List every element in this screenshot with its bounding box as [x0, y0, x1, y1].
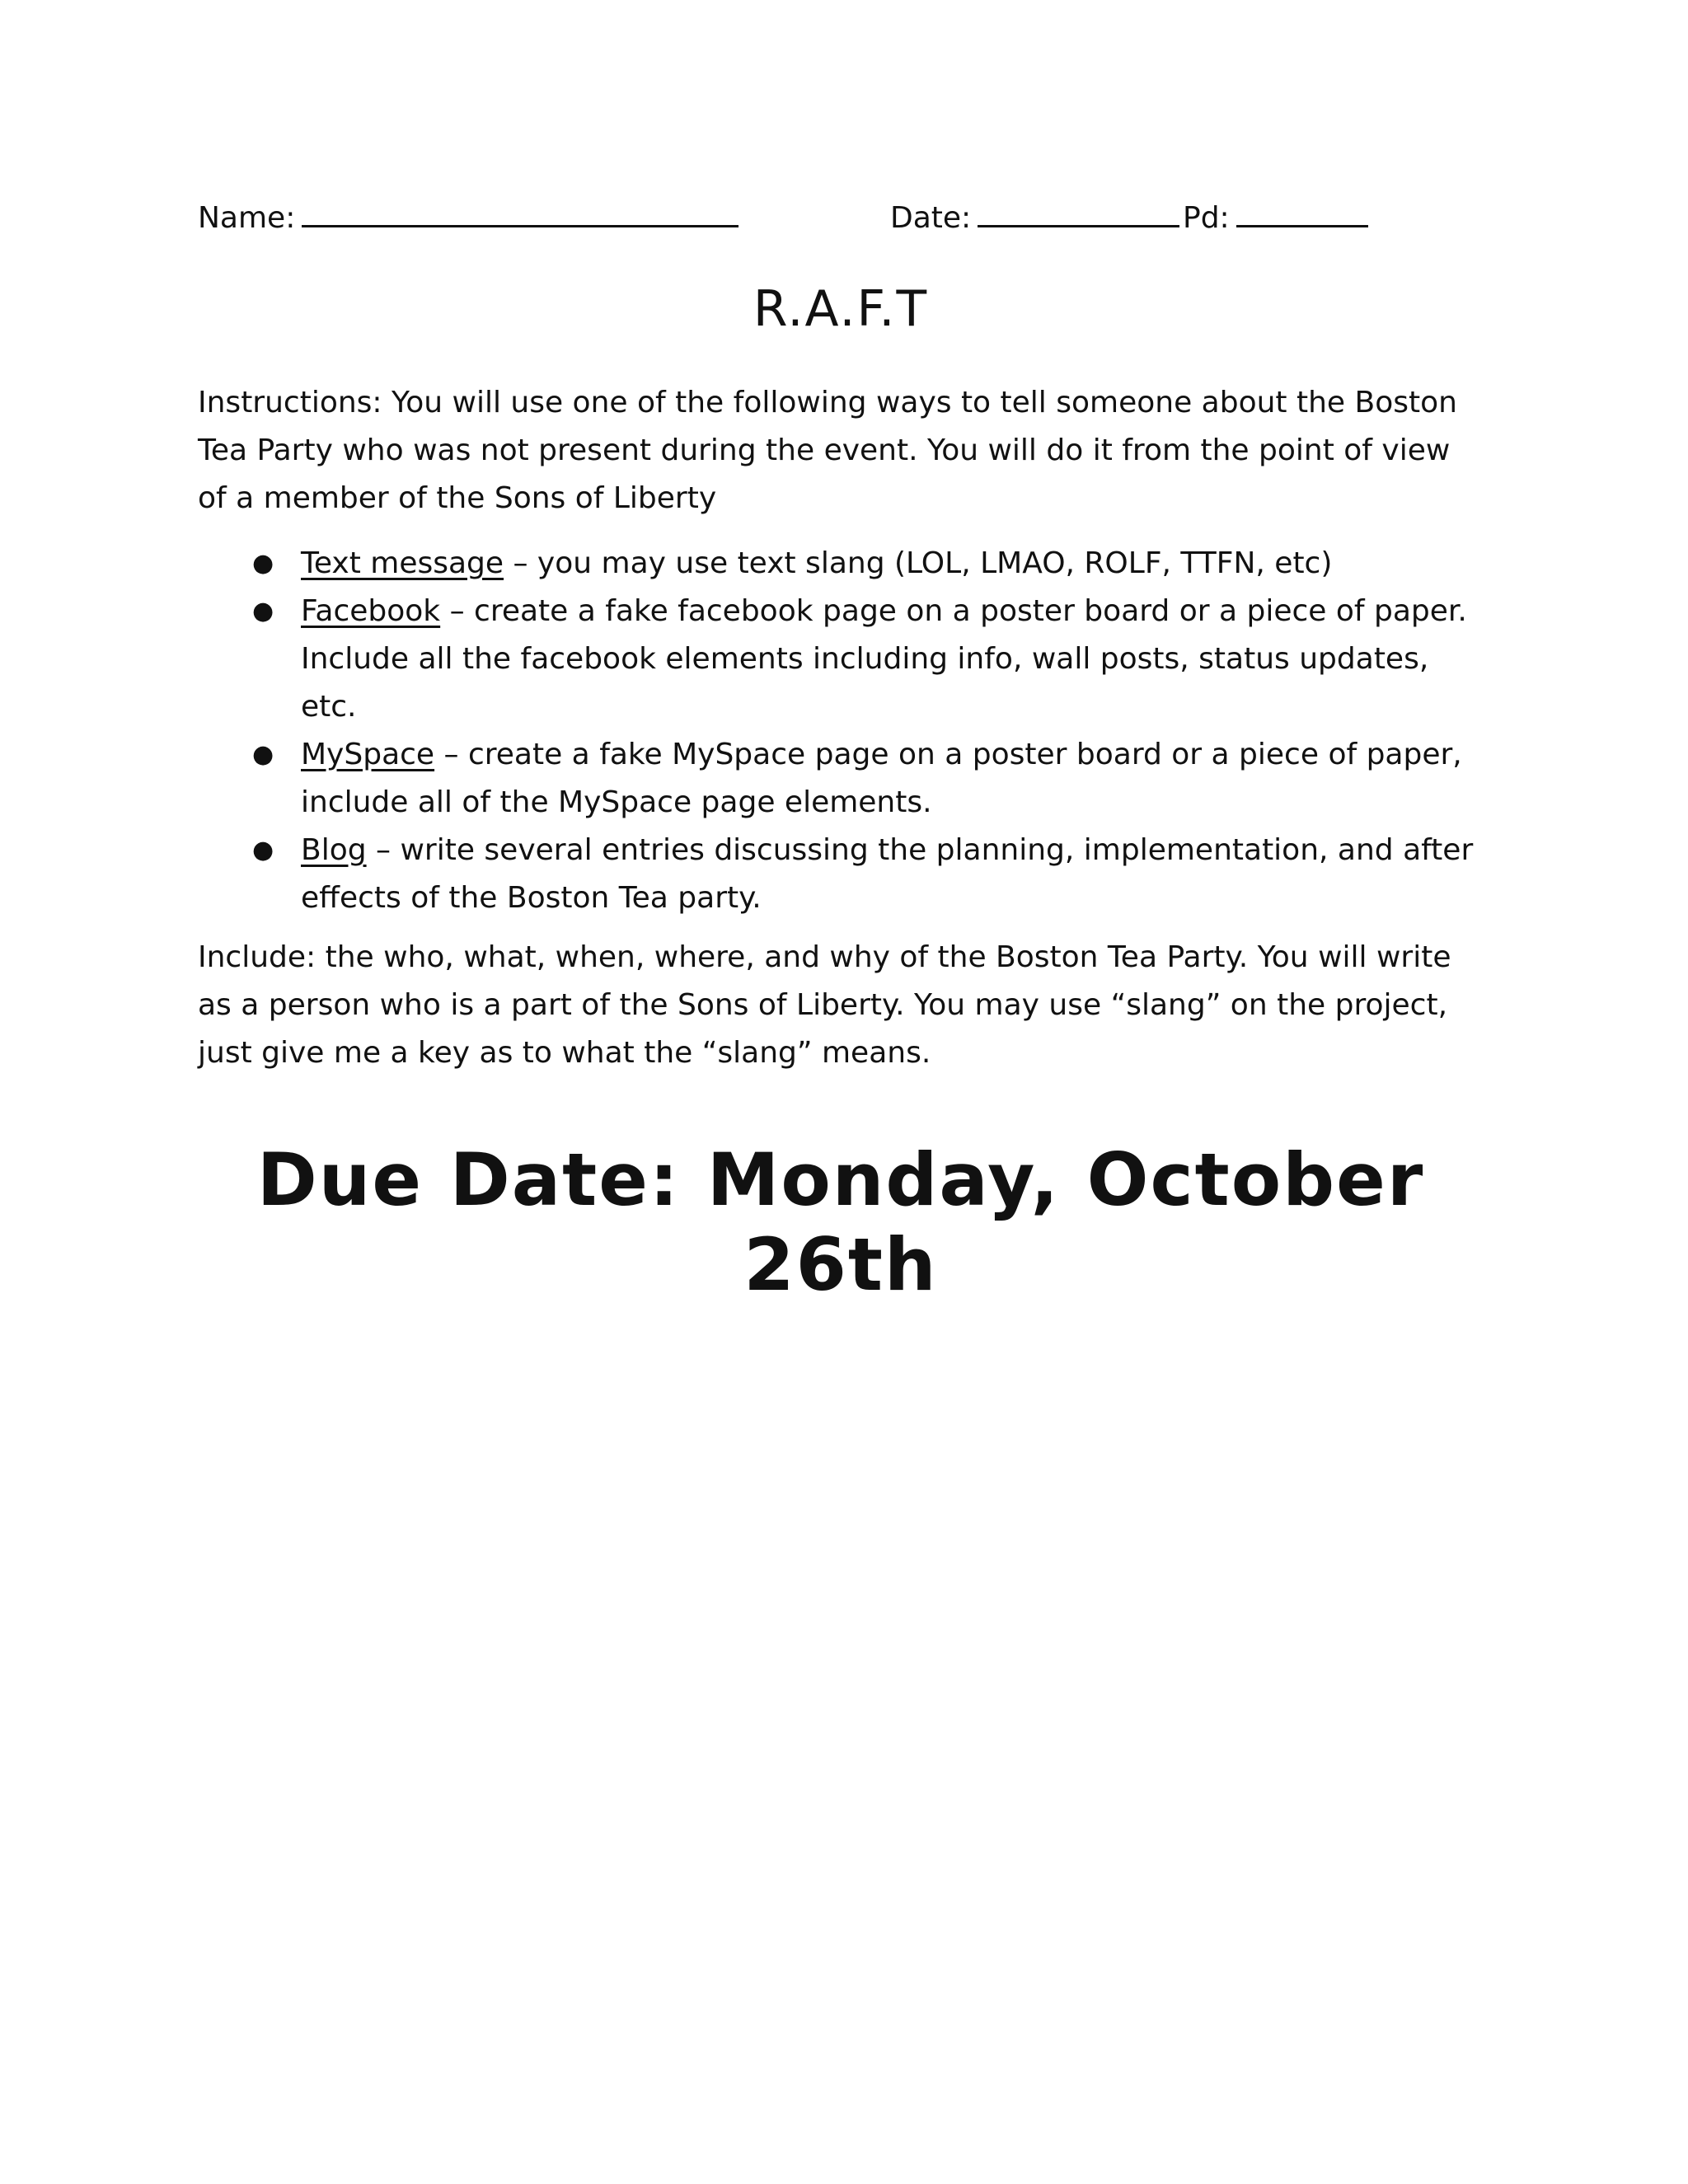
- option-list: [198, 540, 1484, 922]
- date-label: Date:: [890, 201, 972, 235]
- date-field: [890, 190, 1179, 247]
- bullet-icon: ●: [252, 740, 274, 769]
- name-label: Name:: [198, 201, 296, 235]
- bullet-icon: ●: [252, 549, 274, 578]
- option-description: – write several entries discussing the planning, implementation, and after effects of the Boston Tea party.: [301, 833, 1474, 915]
- option-myspace: [198, 731, 1484, 827]
- option-description: – create a fake facebook page on a poster board or a piece of paper. Include all the facebook elements including info, wall posts, status updates, etc.: [301, 594, 1467, 724]
- option-text-message: [198, 540, 1484, 588]
- period-label: Pd:: [1183, 201, 1230, 235]
- date-blank-line[interactable]: [978, 192, 1179, 227]
- option-name: MySpace: [301, 738, 435, 771]
- option-name: Facebook: [301, 594, 441, 628]
- period-blank-line[interactable]: [1236, 192, 1368, 227]
- due-date-heading: Due Date: Monday, October 26th: [256, 1137, 1425, 1307]
- option-blog: [198, 827, 1484, 922]
- name-field: [198, 190, 738, 247]
- include-paragraph: Include: the who, what, when, where, and why of the Boston Tea Party. You will write as a person who is a part of the Sons of Liberty. You may use “slang” on the project, just give me a key as to what the “slang” means.: [198, 940, 1451, 1070]
- name-blank-line[interactable]: [302, 192, 738, 227]
- option-facebook: [198, 588, 1484, 731]
- period-field: [1183, 190, 1368, 247]
- instructions-paragraph: Instructions: You will use one of the following ways to tell someone about the Boston Tea Party who was not present during the event. You will do it from the point of view of a member of the Sons of Liberty: [198, 386, 1457, 515]
- bullet-icon: ●: [252, 836, 274, 865]
- option-name: Text message: [301, 546, 504, 580]
- option-description: – create a fake MySpace page on a poster board or a piece of paper, include all of the MySpace page elements.: [301, 738, 1462, 819]
- option-description: – you may use text slang (LOL, LMAO, ROLF, TTFN, etc): [504, 546, 1333, 580]
- option-name: Blog: [301, 833, 367, 867]
- student-info-row: [198, 190, 1393, 247]
- worksheet-title: R.A.F.T: [753, 280, 929, 338]
- bullet-icon: ●: [252, 597, 274, 626]
